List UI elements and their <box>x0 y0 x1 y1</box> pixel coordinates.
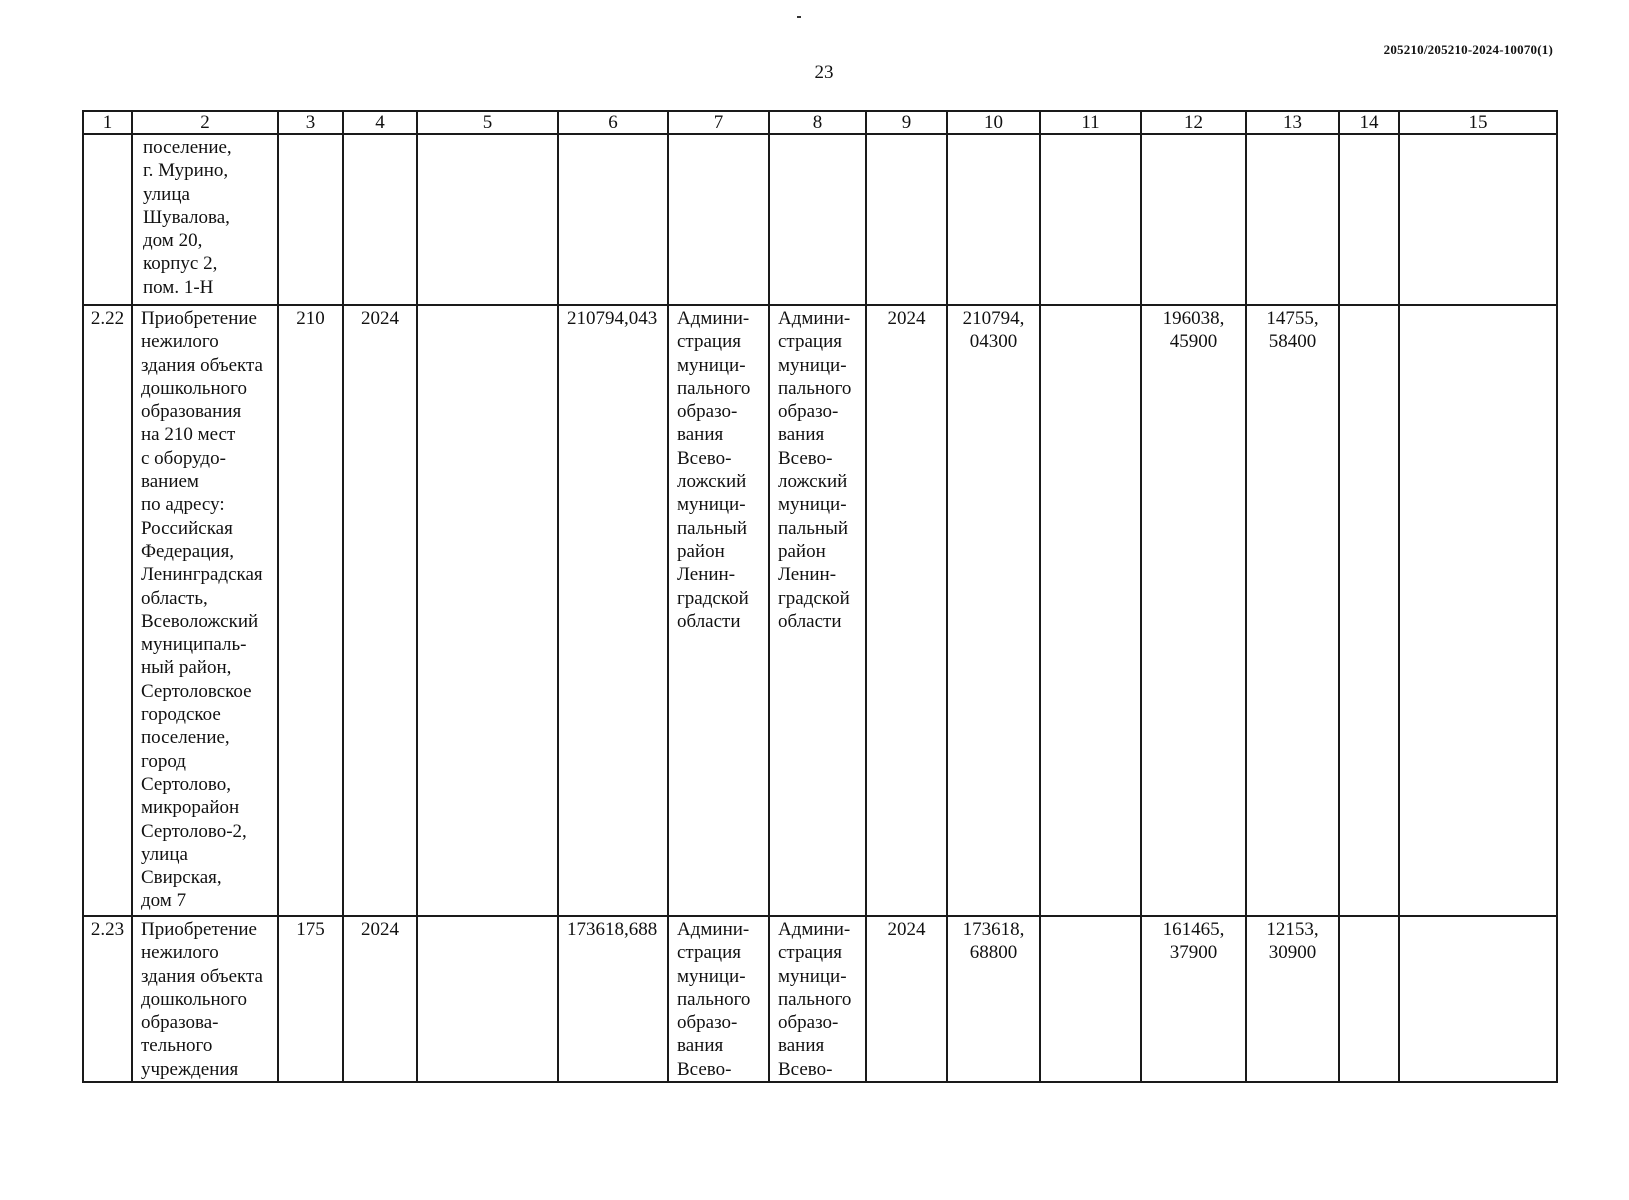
column-header: 7 <box>668 111 769 134</box>
column-header: 14 <box>1339 111 1399 134</box>
amount-cell <box>1246 305 1339 916</box>
text-line: Всево- <box>677 1058 732 1080</box>
text-line: области <box>677 610 741 632</box>
text-line: ложский <box>778 471 848 493</box>
text-line: страция <box>677 331 741 353</box>
text-line: вания <box>778 1035 825 1057</box>
text-line: нежилого <box>141 942 219 964</box>
text-line: Ленин- <box>677 564 736 586</box>
text-line: ный район, <box>141 657 232 679</box>
table-cell <box>947 134 1040 305</box>
year-cell: 2024 <box>866 916 947 1082</box>
table-cell <box>769 134 866 305</box>
column-header: 8 <box>769 111 866 134</box>
text-line: ванием <box>141 471 199 493</box>
text-line: Сертоловское <box>141 680 252 702</box>
table-cell <box>1040 305 1141 916</box>
column-header: 11 <box>1040 111 1141 134</box>
text-line: 14755, <box>1266 308 1319 329</box>
text-line: нежилого <box>141 331 219 353</box>
table-cell <box>417 916 558 1082</box>
text-line: поселение, <box>143 137 232 158</box>
capacity-cell: 175 <box>278 916 343 1082</box>
customer-cell <box>668 916 769 1082</box>
text-line: дошкольного <box>141 988 247 1010</box>
text-line: образо- <box>677 401 738 423</box>
column-header: 2 <box>132 111 278 134</box>
table-cell <box>83 134 132 305</box>
text-line: город <box>141 750 186 772</box>
text-line: 30900 <box>1268 942 1317 964</box>
text-line: микрорайон <box>141 797 240 819</box>
text-line: муниципаль- <box>141 634 247 656</box>
text-line: страция <box>677 942 741 964</box>
text-line: вания <box>778 424 825 446</box>
row-number: 2.23 <box>83 916 132 1082</box>
recipient-cell <box>769 305 866 916</box>
text-line: дом 7 <box>141 890 187 912</box>
text-line: городское <box>141 704 221 726</box>
page-number: 23 <box>814 62 834 83</box>
text-line: муници- <box>677 965 746 987</box>
column-header: 1 <box>83 111 132 134</box>
text-line: 12153, <box>1266 919 1319 940</box>
column-header: 3 <box>278 111 343 134</box>
cost-cell: 210794,043 <box>558 305 668 916</box>
cost-cell: 173618,688 <box>558 916 668 1082</box>
text-line: 161465, <box>1162 919 1225 940</box>
text-line: улица <box>141 843 188 865</box>
text-line: 173618, <box>962 919 1025 940</box>
text-line: 37900 <box>1169 942 1218 964</box>
table-cell <box>1141 134 1246 305</box>
text-line: пальный <box>778 517 849 539</box>
column-header: 12 <box>1141 111 1246 134</box>
amount-cell <box>1246 916 1339 1082</box>
table-cell <box>668 134 769 305</box>
capacity-cell: 210 <box>278 305 343 916</box>
amount-cell <box>1141 305 1246 916</box>
object-description-cell <box>132 305 278 916</box>
text-line: Админи- <box>677 919 750 940</box>
table-cell <box>558 134 668 305</box>
column-header: 13 <box>1246 111 1339 134</box>
year-cell: 2024 <box>343 305 417 916</box>
text-line: область, <box>141 587 208 609</box>
text-line: 210794, <box>962 308 1025 329</box>
year-cell: 2024 <box>343 916 417 1082</box>
text-line: пального <box>778 377 852 399</box>
text-line: Сертолово-2, <box>141 820 247 842</box>
table-cell <box>1339 305 1399 916</box>
year-cell: 2024 <box>866 305 947 916</box>
text-line: дом 20, <box>143 230 203 252</box>
column-header: 4 <box>343 111 417 134</box>
text-line: муници- <box>778 354 847 376</box>
table-cell <box>1399 916 1557 1082</box>
table-row-2-23 <box>83 916 1557 1082</box>
row-number: 2.22 <box>83 305 132 916</box>
text-line: страция <box>778 331 842 353</box>
table-row-continuation <box>83 134 1557 305</box>
column-header: 9 <box>866 111 947 134</box>
text-line: Шувалова, <box>143 206 230 228</box>
text-line: пального <box>778 988 852 1010</box>
table-cell <box>1040 134 1141 305</box>
text-line: пальный <box>677 517 748 539</box>
text-line: дошкольного <box>141 377 247 399</box>
object-description-cell <box>132 134 278 305</box>
table-cell <box>866 134 947 305</box>
text-line: поселение, <box>141 727 230 749</box>
text-line: улица <box>143 183 190 205</box>
table-cell <box>417 134 558 305</box>
table-cell <box>343 134 417 305</box>
text-line: образования <box>141 401 242 423</box>
column-header: 15 <box>1399 111 1557 134</box>
text-line: муници- <box>778 965 847 987</box>
text-line: муници- <box>677 354 746 376</box>
customer-cell <box>668 305 769 916</box>
text-line: г. Мурино, <box>143 160 229 182</box>
table-row-2-22 <box>83 305 1557 916</box>
amount-cell <box>947 305 1040 916</box>
text-line: 04300 <box>969 331 1018 353</box>
text-line: образо- <box>778 1012 839 1034</box>
object-description-cell <box>132 916 278 1082</box>
table-cell <box>1339 134 1399 305</box>
text-line: Всево- <box>778 447 833 469</box>
text-line: ложский <box>677 471 747 493</box>
text-line: Админи- <box>778 919 851 940</box>
table-cell <box>1399 134 1557 305</box>
text-line: тельного <box>141 1035 213 1057</box>
column-header: 10 <box>947 111 1040 134</box>
table-cell <box>417 305 558 916</box>
text-line: пом. 1-Н <box>143 276 214 298</box>
text-line: на 210 мест <box>141 424 236 446</box>
text-line: образова- <box>141 1012 219 1034</box>
amount-cell <box>1141 916 1246 1082</box>
text-line: Ленин- <box>778 564 837 586</box>
table-cell <box>1040 916 1141 1082</box>
text-line: Админи- <box>677 308 750 329</box>
text-line: муници- <box>677 494 746 516</box>
text-line: пального <box>677 377 751 399</box>
column-number-row <box>83 111 1557 134</box>
text-line: 68800 <box>969 942 1018 964</box>
text-line: учреждения <box>141 1058 239 1080</box>
column-header: 5 <box>417 111 558 134</box>
text-line: вания <box>677 1035 724 1057</box>
text-line: образо- <box>778 401 839 423</box>
scan-speck <box>797 16 801 18</box>
text-line: 45900 <box>1169 331 1218 353</box>
text-line: градской <box>677 587 749 609</box>
text-line: Приобретение <box>141 308 257 329</box>
text-line: Ленинградская <box>141 564 263 586</box>
text-line: вания <box>677 424 724 446</box>
text-line: по адресу: <box>141 494 225 516</box>
amount-cell <box>947 916 1040 1082</box>
text-line: Сертолово, <box>141 773 231 795</box>
recipient-cell <box>769 916 866 1082</box>
table-cell <box>1339 916 1399 1082</box>
text-line: образо- <box>677 1012 738 1034</box>
text-line: Всево- <box>677 447 732 469</box>
text-line: Свирская, <box>141 867 222 889</box>
text-line: Федерация, <box>141 540 235 562</box>
text-line: муници- <box>778 494 847 516</box>
text-line: район <box>778 540 826 562</box>
text-line: Всеволожский <box>141 610 259 632</box>
table-cell <box>1246 134 1339 305</box>
text-line: пального <box>677 988 751 1010</box>
text-line: с оборудо- <box>141 447 226 469</box>
text-line: области <box>778 610 842 632</box>
text-line: Приобретение <box>141 919 257 940</box>
text-line: район <box>677 540 725 562</box>
text-line: 196038, <box>1162 308 1225 329</box>
table-cell <box>278 134 343 305</box>
column-header: 6 <box>558 111 668 134</box>
text-line: Всево- <box>778 1058 833 1080</box>
text-line: корпус 2, <box>143 253 218 275</box>
text-line: здания объекта <box>141 354 263 376</box>
text-line: 58400 <box>1268 331 1317 353</box>
text-line: градской <box>778 587 850 609</box>
text-line: здания объекта <box>141 965 263 987</box>
document-number: 205210/205210-2024-10070(1) <box>1383 42 1553 57</box>
text-line: Админи- <box>778 308 851 329</box>
table-cell <box>1399 305 1557 916</box>
data-table <box>82 110 1558 1083</box>
text-line: Российская <box>141 517 233 539</box>
text-line: страция <box>778 942 842 964</box>
